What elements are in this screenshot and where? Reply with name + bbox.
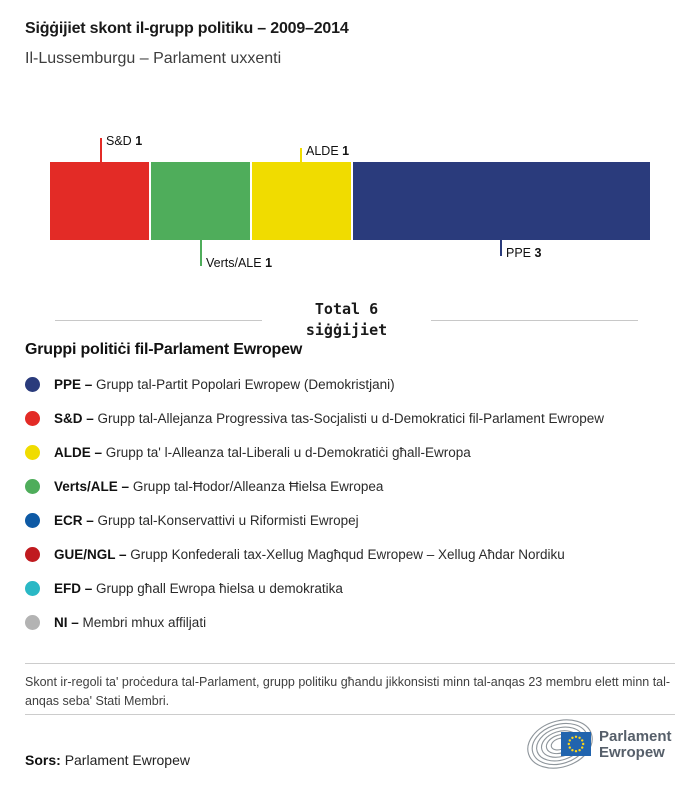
divider-line-left: [55, 320, 262, 321]
ep-logo: [524, 719, 680, 774]
bar-segment-verts-ale: [151, 162, 250, 240]
legend-abbr: PPE –: [54, 376, 93, 392]
callout-label-verts-ale: Verts/ALE 1: [206, 256, 273, 270]
legend-dot-ppe: [25, 377, 40, 392]
callout-tick-alde: [300, 148, 302, 162]
legend-dot-ecr: [25, 513, 40, 528]
legend-item-sd: [25, 401, 675, 435]
callout-label-s-d: S&D 1: [106, 134, 143, 148]
legend-desc: Grupp għall Ewropa ħielsa u demokratika: [96, 580, 343, 596]
total-label-line2: siġġijiet: [305, 321, 388, 339]
legend-dot-gue-ngl: [25, 547, 40, 562]
bar-callout-alde: [300, 144, 350, 162]
legend-item-ppe: [25, 367, 675, 401]
legend-abbr: ECR –: [54, 512, 94, 528]
bar-segment-ppe: [353, 162, 650, 240]
legend-item-gue-ngl: [25, 537, 675, 571]
bar-callout-s-d: [100, 134, 143, 162]
legend-desc: Membri mhux affiljati: [82, 614, 207, 630]
callout-tick-ppe: [500, 240, 502, 256]
legend-abbr: GUE/NGL –: [54, 546, 127, 562]
legend-dot-efd: [25, 581, 40, 596]
logo-wordmark-line2: Ewropew: [599, 744, 665, 761]
chart-subtitle: Il-Lussemburgu – Parlament uxxenti: [25, 50, 282, 67]
eu-flag-icon: [561, 732, 591, 756]
legend-desc: Grupp ta' l-Alleanza tal-Liberali u d-Demokratiċi għall-Ewropa: [105, 444, 471, 460]
legend-dot-sd: [25, 411, 40, 426]
legend-desc: Grupp tal-Ħodor/Alleanza Ħielsa Ewropea: [132, 478, 384, 494]
logo-wordmark-line1: Parlament: [599, 728, 672, 745]
legend-item-efd: [25, 571, 675, 605]
source-label: Sors:: [25, 752, 61, 768]
legend-dot-ni: [25, 615, 40, 630]
footnote-divider-bottom: [25, 714, 675, 715]
total-label-line1: Total 6: [314, 300, 379, 318]
legend-item-alde: [25, 435, 675, 469]
legend-item-ni: [25, 605, 675, 639]
legend-desc: Grupp Konfederali tax-Xellug Magħqud Ewropew – Xellug Aħdar Nordiku: [130, 546, 565, 562]
callout-label-ppe: PPE 3: [506, 246, 542, 260]
bar-segment-alde: [252, 162, 351, 240]
bar-callout-verts-ale: [200, 240, 273, 270]
legend: [25, 367, 675, 639]
legend-desc: Grupp tal-Partit Popolari Ewropew (Demokristjani): [96, 376, 395, 392]
legend-desc: Grupp tal-Allejanza Progressiva tas-Socjalisti u d-Demokratici fil-Parlament Ewropew: [97, 410, 604, 426]
seat-bar-wrap: [50, 134, 650, 270]
legend-abbr: NI –: [54, 614, 79, 630]
source-text: Parlament Ewropew: [64, 752, 190, 768]
legend-abbr: EFD –: [54, 580, 93, 596]
ep-logo-svg: [524, 719, 680, 769]
seat-bar: [50, 162, 650, 240]
legend-item-verts-ale: [25, 469, 675, 503]
footnote-text: Skont ir-regoli ta' proċedura tal-Parlament, grupp politiku għandu jikkonsisti minn tal-anqas 23 membru elett minn tal-anqas seba' Stati Membri.: [25, 675, 671, 708]
source-line: [25, 752, 190, 768]
footnote-divider-top: [25, 663, 675, 664]
total-divider: [55, 298, 638, 342]
callout-tick-verts-ale: [200, 240, 202, 266]
legend-heading: Gruppi politiċi fil-Parlament Ewropew: [25, 341, 303, 358]
legend-abbr: ALDE –: [54, 444, 103, 460]
total-label: [262, 299, 431, 341]
legend-desc: Grupp tal-Konservattivi u Riformisti Ewropej: [97, 512, 359, 528]
bar-callout-ppe: [500, 240, 542, 260]
callout-label-alde: ALDE 1: [306, 144, 350, 158]
chart-title: Siġġijiet skont il-grupp politiku – 2009–2014: [25, 20, 349, 37]
callout-tick-s-d: [100, 138, 102, 162]
legend-dot-alde: [25, 445, 40, 460]
divider-line-right: [431, 320, 638, 321]
bar-segment-s-d: [50, 162, 149, 240]
legend-abbr: S&D –: [54, 410, 94, 426]
legend-dot-verts-ale: [25, 479, 40, 494]
logo-wordmark: [599, 728, 672, 761]
legend-item-ecr: [25, 503, 675, 537]
legend-abbr: Verts/ALE –: [54, 478, 130, 494]
